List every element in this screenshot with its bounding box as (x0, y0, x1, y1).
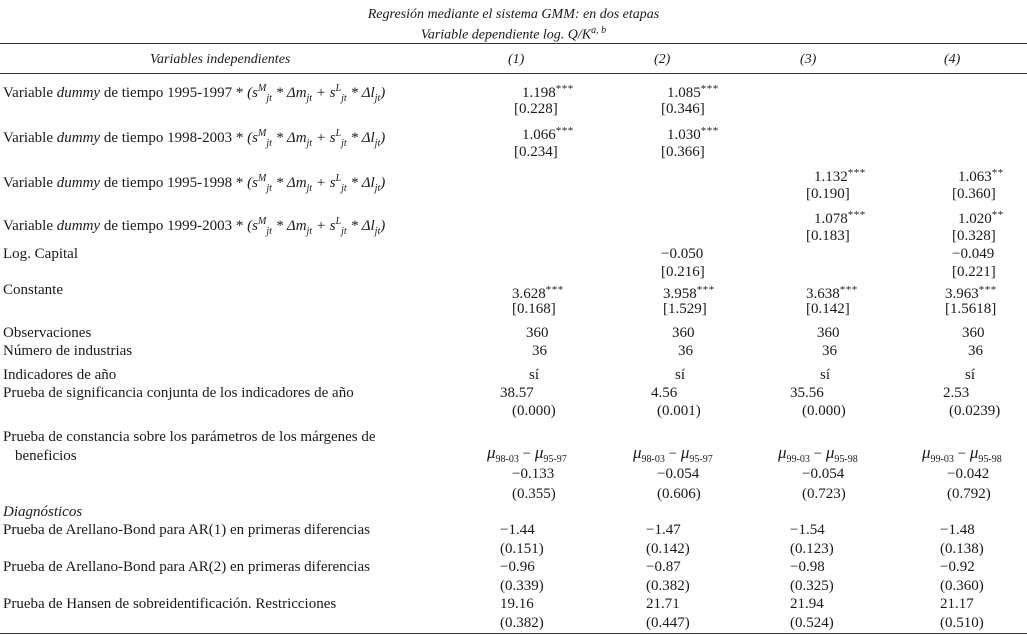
row-label-dummy-1995-1998: Variable dummy de tiempo $1995-1998 * (s^M_{jt} * \Delta m_{jt} + s^L_{jt} * \Delta l_{jt})$ (3, 173, 386, 194)
coef-capital-c2: −0.050 (661, 246, 704, 262)
hansen-p-c4: (0.510) (940, 615, 984, 631)
hansen-c4: 21.17 (940, 596, 974, 612)
ind-c3: 36 (822, 343, 837, 359)
se-r4-c4: [0.328] (952, 228, 996, 244)
row-label-constante: Constante (3, 282, 63, 298)
row-label-ar2: Prueba de Arellano-Bond para AR(2) en primeras diferencias (3, 559, 370, 575)
const-c4: −0.042 (947, 466, 990, 482)
se-r4-c3: [0.183] (806, 228, 850, 244)
const-c2: −0.054 (657, 466, 700, 482)
header-rule (0, 73, 1027, 74)
row-label-constancia-1: Prueba de constancia sobre los parámetros de los márgenes de (3, 429, 376, 445)
const-p-c2: (0.606) (657, 486, 701, 502)
ar1-c1: −1.44 (500, 522, 535, 538)
coef-r2-c2: 1.030*** (667, 125, 719, 143)
col-head-4: (4) (944, 52, 961, 67)
table-title: Regresión mediante el sistema GMM: en dos etapas (367, 7, 660, 22)
coef-r4-c3: 1.078*** (814, 209, 866, 227)
row-label-dummy-1998-2003: Variable dummy de tiempo $1998-2003 * (s^M_{jt} * \Delta m_{jt} + s^L_{jt} * \Delta l_{jt})$ (3, 128, 386, 149)
subtitle-text: Variable dependiente log. Q/K (420, 27, 592, 43)
se-const-c3: [0.142] (806, 301, 850, 317)
ar2-c3: −0.98 (790, 559, 825, 575)
ar2-c4: −0.92 (940, 559, 975, 575)
col-head-vars: Variables independientes (150, 52, 291, 67)
mu-diff-c2: $\mu_{98-03} - \mu_{95-97}$ (633, 443, 713, 465)
bottom-rule (0, 633, 1027, 634)
const-c1: −0.133 (512, 466, 555, 482)
se-const-c1: [0.168] (512, 301, 556, 317)
ind-c2: 36 (678, 343, 693, 359)
signif-c1: 38.57 (500, 385, 534, 401)
coef-r3-c3: 1.132*** (814, 167, 866, 185)
row-label-industrias: Número de industrias (3, 343, 133, 359)
obs-c4: 360 (962, 325, 985, 341)
anio-c3: sí (820, 367, 831, 383)
ar1-p-c3: (0.123) (790, 541, 834, 557)
se-r3-c4: [0.360] (952, 186, 996, 202)
se-r2-c2: [0.366] (661, 144, 705, 160)
se-const-c4: [1.5618] (945, 301, 997, 317)
coef-r2-c1: 1.066*** (522, 125, 574, 143)
mu-diff-c3: $\mu_{99-03} - \mu_{95-98}$ (778, 443, 858, 465)
col-head-3: (3) (800, 52, 817, 67)
obs-c2: 360 (672, 325, 695, 341)
signif-p-c4: (0.0239) (949, 403, 1001, 419)
col-head-1: (1) (508, 52, 525, 67)
ar2-c1: −0.96 (500, 559, 535, 575)
hansen-c1: 19.16 (500, 596, 534, 612)
se-r1-c1: [0.228] (514, 101, 558, 117)
coef-r4-c4: 1.020** (958, 209, 1004, 227)
row-label-log-capital: Log. Capital (3, 246, 78, 262)
ar2-p-c3: (0.325) (790, 578, 834, 594)
coef-const-c2: 3.958*** (663, 284, 715, 302)
ar1-p-c1: (0.151) (500, 541, 544, 557)
hansen-p-c3: (0.524) (790, 615, 834, 631)
row-label-indicadores-anio: Indicadores de año (3, 367, 117, 383)
row-label-dummy-1999-2003: Variable dummy de tiempo $1999-2003 * (s^M_{jt} * \Delta m_{jt} + s^L_{jt} * \Delta l_{jt})$ (3, 216, 386, 237)
signif-p-c3: (0.000) (802, 403, 846, 419)
signif-c2: 4.56 (651, 385, 678, 401)
hansen-p-c2: (0.447) (646, 615, 690, 631)
ind-c1: 36 (532, 343, 547, 359)
mu-diff-c4: $\mu_{99-03} - \mu_{95-98}$ (922, 443, 1002, 465)
const-c3: −0.054 (802, 466, 845, 482)
coef-const-c4: 3.963*** (945, 284, 997, 302)
table-subtitle (0, 23, 1027, 44)
signif-c4: 2.53 (943, 385, 970, 401)
const-p-c3: (0.723) (802, 486, 846, 502)
const-p-c4: (0.792) (947, 486, 991, 502)
section-diagnosticos: Diagnósticos (3, 504, 83, 520)
subtitle-footnote-marks: a, b (591, 25, 607, 36)
anio-c2: sí (675, 367, 686, 383)
anio-c1: sí (529, 367, 540, 383)
coef-capital-c4: −0.049 (952, 246, 995, 262)
coef-r3-c4: 1.063** (958, 167, 1004, 185)
mu-diff-c1: $\mu_{98-03} - \mu_{95-97}$ (487, 443, 567, 465)
obs-c1: 360 (526, 325, 549, 341)
se-r2-c1: [0.234] (514, 144, 558, 160)
anio-c4: sí (965, 367, 976, 383)
hansen-c2: 21.71 (646, 596, 680, 612)
signif-p-c2: (0.001) (657, 403, 701, 419)
coef-const-c1: 3.628*** (512, 284, 564, 302)
coef-r1-c1: 1.198*** (522, 83, 574, 101)
coef-const-c3: 3.638*** (806, 284, 858, 302)
row-label-observaciones: Observaciones (3, 325, 92, 341)
coef-r1-c2: 1.085*** (667, 83, 719, 101)
ar1-p-c2: (0.142) (646, 541, 690, 557)
ar1-p-c4: (0.138) (940, 541, 984, 557)
ar2-p-c4: (0.360) (940, 578, 984, 594)
hansen-p-c1: (0.382) (500, 615, 544, 631)
top-rule (0, 43, 1027, 44)
signif-p-c1: (0.000) (512, 403, 556, 419)
signif-c3: 35.56 (790, 385, 824, 401)
se-r3-c3: [0.190] (806, 186, 850, 202)
row-label-dummy-1995-1997: Variable dummy de tiempo $1995-1997 * (s^M_{jt} * \Delta m_{jt} + s^L_{jt} * \Delta l_{jt})$ (3, 83, 386, 104)
obs-c3: 360 (817, 325, 840, 341)
row-label-hansen: Prueba de Hansen de sobreidentificación. Restricciones (3, 596, 337, 612)
se-capital-c2: [0.216] (661, 264, 705, 280)
ar1-c3: −1.54 (790, 522, 825, 538)
const-p-c1: (0.355) (512, 486, 556, 502)
ar2-p-c2: (0.382) (646, 578, 690, 594)
ar2-p-c1: (0.339) (500, 578, 544, 594)
ar2-c2: −0.87 (646, 559, 681, 575)
se-r1-c2: [0.346] (661, 101, 705, 117)
col-head-2: (2) (654, 52, 671, 67)
se-const-c2: [1.529] (663, 301, 707, 317)
ar1-c4: −1.48 (940, 522, 975, 538)
ind-c4: 36 (968, 343, 983, 359)
se-capital-c4: [0.221] (952, 264, 996, 280)
row-label-significancia: Prueba de significancia conjunta de los indicadores de año (3, 385, 354, 401)
row-label-constancia-2: beneficios (15, 448, 77, 464)
ar1-c2: −1.47 (646, 522, 681, 538)
row-label-ar1: Prueba de Arellano-Bond para AR(1) en primeras diferencias (3, 522, 370, 538)
hansen-c3: 21.94 (790, 596, 824, 612)
